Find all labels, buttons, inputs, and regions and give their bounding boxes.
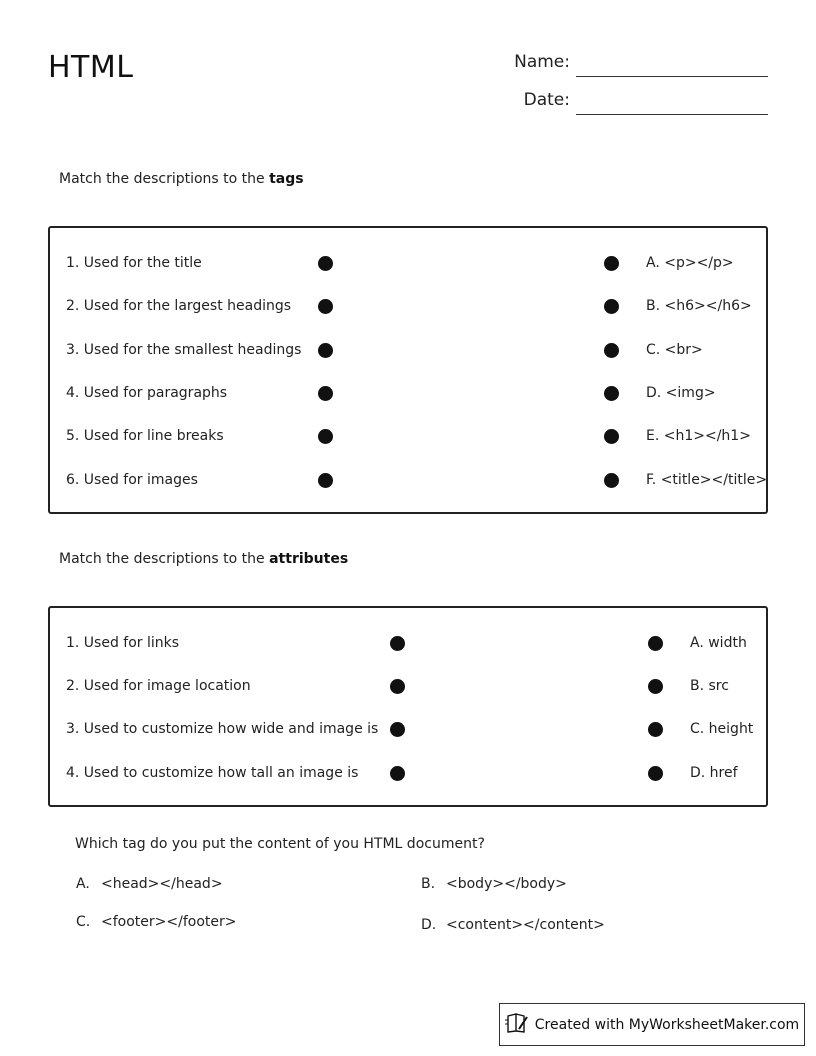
match-dot-left[interactable]: [318, 343, 333, 358]
match-dot-left[interactable]: [318, 386, 333, 401]
page-title: HTML: [48, 50, 134, 85]
book-pen-icon: [505, 1012, 529, 1038]
tag-option-b: B. <h6></h6>: [646, 298, 752, 314]
match-dot-left[interactable]: [318, 256, 333, 271]
answer-letter: C.: [76, 914, 91, 930]
answer-letter: A.: [76, 876, 90, 892]
attribute-option-b: B. src: [690, 678, 729, 694]
match-dot-right[interactable]: [604, 256, 619, 271]
attribute-description-4: 4. Used to customize how tall an image is: [66, 765, 359, 781]
tag-option-e: E. <h1></h1>: [646, 428, 751, 444]
tag-description-2: 2. Used for the largest headings: [66, 298, 292, 314]
tag-option-d: D. <img>: [646, 385, 716, 401]
match-dot-left[interactable]: [318, 299, 333, 314]
match-dot-right[interactable]: [648, 679, 663, 694]
question-text: Which tag do you put the content of you HTML document?: [75, 836, 485, 852]
attribute-option-a: A. width: [690, 635, 747, 651]
date-label: Date:: [523, 90, 570, 110]
answer-option-a[interactable]: [76, 876, 223, 892]
answer-letter: B.: [421, 876, 436, 892]
match-dot-right[interactable]: [604, 299, 619, 314]
section1-instruction: [59, 171, 304, 187]
tag-description-6: 6. Used for images: [66, 472, 198, 488]
footer-credit[interactable]: [499, 1003, 805, 1046]
section1-instruction-text: Match the descriptions to the: [59, 171, 270, 187]
name-field[interactable]: [576, 76, 768, 77]
match-dot-right[interactable]: [604, 429, 619, 444]
tag-option-a: A. <p></p>: [646, 255, 734, 271]
date-field[interactable]: [576, 114, 768, 115]
match-dot-left[interactable]: [390, 722, 405, 737]
match-dot-left[interactable]: [318, 473, 333, 488]
answer-text: <content></content>: [446, 917, 605, 933]
match-dot-right[interactable]: [648, 636, 663, 651]
answer-option-c[interactable]: [76, 914, 237, 930]
section2-instruction-text: Match the descriptions to the: [59, 551, 270, 567]
match-dot-left[interactable]: [390, 766, 405, 781]
attribute-description-3: 3. Used to customize how wide and image is: [66, 721, 379, 737]
section2-instruction-bold: attributes: [269, 551, 349, 567]
match-dot-right[interactable]: [604, 343, 619, 358]
match-dot-left[interactable]: [390, 636, 405, 651]
attribute-option-c: C. height: [690, 721, 754, 737]
tag-description-1: 1. Used for the title: [66, 255, 202, 271]
section1-instruction-bold: tags: [269, 171, 304, 187]
match-dot-left[interactable]: [390, 679, 405, 694]
footer-text: Created with MyWorksheetMaker.com: [534, 1016, 800, 1033]
answer-text: <footer></footer>: [101, 914, 237, 930]
tag-description-5: 5. Used for line breaks: [66, 428, 224, 444]
name-label: Name:: [514, 52, 570, 72]
answer-option-b[interactable]: [421, 876, 567, 892]
match-dot-left[interactable]: [318, 429, 333, 444]
section2-instruction: [59, 551, 348, 567]
attribute-description-1: 1. Used for links: [66, 635, 180, 651]
tag-description-4: 4. Used for paragraphs: [66, 385, 228, 401]
answer-letter: D.: [421, 917, 437, 933]
answer-option-d[interactable]: [421, 917, 605, 933]
tag-option-c: C. <br>: [646, 342, 703, 358]
answer-text: <head></head>: [101, 876, 223, 892]
attribute-description-2: 2. Used for image location: [66, 678, 251, 694]
tag-option-f: F. <title></title>: [646, 472, 768, 488]
match-dot-right[interactable]: [648, 766, 663, 781]
answer-text: <body></body>: [446, 876, 567, 892]
match-dot-right[interactable]: [604, 473, 619, 488]
tag-description-3: 3. Used for the smallest headings: [66, 342, 302, 358]
match-dot-right[interactable]: [604, 386, 619, 401]
match-dot-right[interactable]: [648, 722, 663, 737]
attribute-option-d: D. href: [690, 765, 738, 781]
